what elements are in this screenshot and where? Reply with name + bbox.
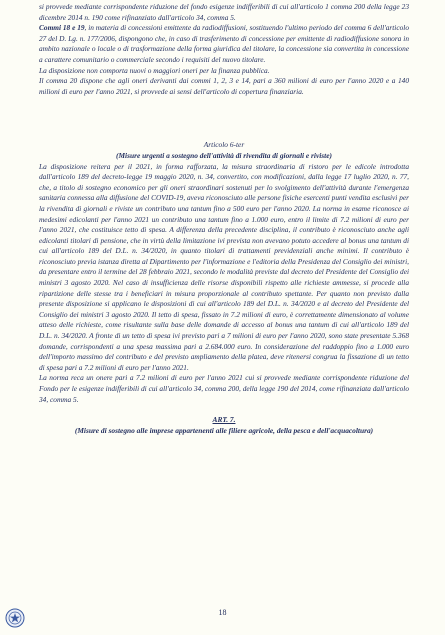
page-number: 18: [218, 608, 227, 617]
article-7-title: ART. 7.: [212, 415, 236, 425]
paragraph-text: , in materia di concessioni emittente da radiodiffusioni, sostituendo l'ultimo periodo del comma 6 dell'articolo 27 del D. Lg. n. 177/2006, dispongono che, in caso di trasferimento di concessione per emittente di radiodiffusione sonora in ambito nazionale o locale o di trasformazione della forma giuridica del titolare, la concessione sia convertita in concessione a carattere comunitario o commerciale secondo i requisiti del nuovo titolare.: [39, 23, 409, 64]
article-6ter-subtitle: (Misure urgenti a sostegno dell'attività di rivendita di giornali e riviste): [116, 150, 332, 160]
document-page: [39, 2, 409, 436]
paragraph: La disposizione reitera per il 2021, in forma rafforzata, la misura straordinaria di ristoro per le edicole introdotta dall'articolo 189 del decreto-legge 19 maggio 2020, n. 34, convertito, con modificazioni, dalla legge 17 luglio 2020, n. 77, che, a titolo di sostegno economico per gli oneri straordinari sostenuti per lo svolgimento dell'attività durante l'emergenza sanitaria connessa alla diffusione del COVID-19, aveva riconosciuto alle persone fisiche esercenti punti vendita esclusivi per la rivendita di giornali e riviste un contributo una tantum fino a 500 euro per l'anno 2020. La norma in esame riconosce ai medesimi edicolanti per l'anno 2021 un contributo una tantum fino a 1.000 euro, entro il limite di 7.2 milioni di euro per l'anno 2021, che costituisce tetto di spesa. A differenza della precedente disciplina, il contributo è riconosciuto anche agli edicolanti titolari di pensione, che in virtù della limitazione ivi prevista non avevano potuto accedere al bonus una tantum di cui all'articolo 189 del D.L. n. 34/2020, in quanto titolari di trattamenti previdenziali anche minimi. Il contributo è riconosciuto previa istanza diretta al Dipartimento per l'informazione e l'editoria della Presidenza del Consiglio dei ministri, da presentare entro il termine del 28 febbraio 2021, secondo le modalità previste dal decreto del Presidente del Consiglio dei ministri 3 agosto 2020. Nel caso di insufficienza delle risorse disponibili rispetto alle richieste ammesse, si procede alla ripartizione delle stesse tra i beneficiari in misura proporzionale al contributo spettante. Per quanto non previsto dalla presente disposizione si applicano le disposizioni di cui all'articolo 189 del D.L. n. 34/2020 e al decreto del Presidente del Consiglio dei ministri 3 agosto 2020. Il tetto di spesa, fissato in 7.2 milioni di euro, è correttamente dimensionato al volume atteso delle richieste, come risultante sulla base delle domande di accesso al bonus una tantum di cui all'articolo 189 del D.L. n. 34/2020. A fronte di un tetto di spesa ivi previsto pari a 7 milioni di euro per l'anno 2020, sono state presentate 5.368 domande, corrispondenti a una spesa massima pari a 2.684.000 euro. In considerazione del raddoppio fino a 1.000 euro dell'importo massimo del contributo e del previsto ampliamento della platea, deve ritenersi congrua la fissazione di un tetto di spesa pari a 7.2 milioni di euro per l'anno 2021.: [39, 161, 409, 372]
paragraph: [39, 23, 409, 65]
paragraph: Il comma 20 dispone che agli oneri derivanti dai commi 1, 2, 3 e 14, pari a 360 milioni di euro per l'anno 2020 e a 140 milioni di euro per l'anno 2021, si provvede ai sensi dell'articolo di copertura finanziaria.: [39, 76, 409, 96]
article-7-subtitle: (Misure di sostegno alle imprese appartenenti alle filiere agricole, della pesca e dell'acquacoltura): [74, 425, 374, 435]
article-6ter-title: Articolo 6-ter: [203, 140, 245, 150]
paragraph: si provvede mediante corrispondente riduzione del fondo esigenze indifferibili di cui all'articolo 1 comma 200 della legge 23 dicembre 2014 n. 190 come rifinanziato dall'articolo 34, comma 5.: [39, 2, 409, 22]
paragraph: La norma reca un onere pari a 7.2 milioni di euro per l'anno 2021 cui si provvede mediante corrispondente riduzione del Fondo per le esigenze indifferibili di cui all'articolo 34, comma 200, della legge 190 del 2014, come rifinanziata dall'articolo 34, comma 5.: [39, 373, 409, 404]
bold-reference: Commi 18 e 19: [39, 23, 85, 33]
paragraph: La disposizione non comporta nuovi o maggiori oneri per la finanza pubblica.: [39, 65, 270, 75]
